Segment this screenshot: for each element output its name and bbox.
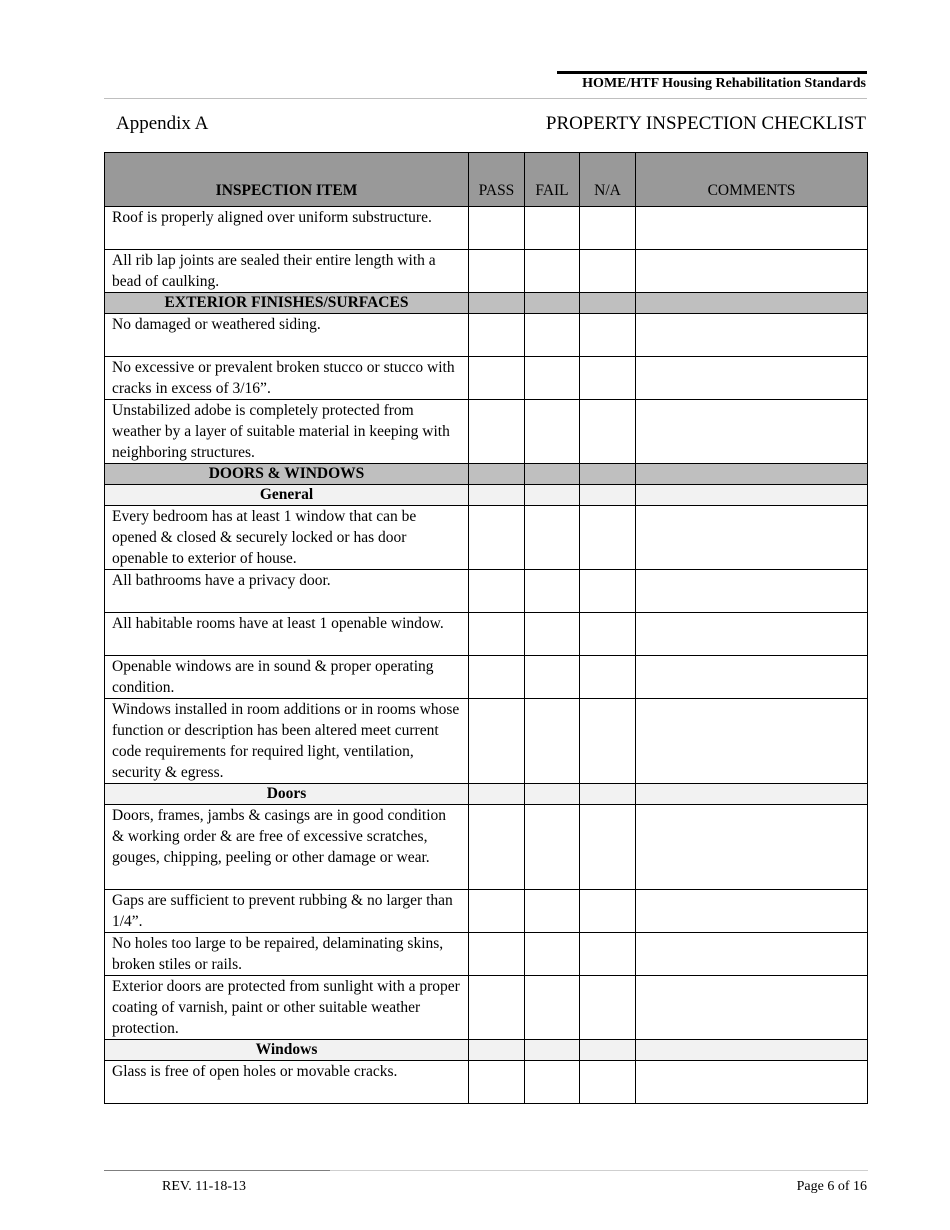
pass-cell xyxy=(469,293,525,314)
na-cell xyxy=(580,1040,636,1061)
table-row xyxy=(105,570,868,613)
table-row xyxy=(105,357,868,400)
comments-cell[interactable] xyxy=(636,890,868,933)
na-cell[interactable] xyxy=(580,699,636,784)
column-header-inspection-item: INSPECTION ITEM xyxy=(105,153,469,207)
comments-cell[interactable] xyxy=(636,933,868,976)
table-row xyxy=(105,976,868,1040)
pass-cell xyxy=(469,784,525,805)
na-cell[interactable] xyxy=(580,933,636,976)
table-row xyxy=(105,400,868,464)
inspection-item-text: Roof is properly aligned over uniform substructure. xyxy=(105,207,469,250)
comments-cell[interactable] xyxy=(636,250,868,293)
table-row xyxy=(105,250,868,293)
table-row xyxy=(105,699,868,784)
section-label: Windows xyxy=(105,1040,469,1061)
column-header-comments: COMMENTS xyxy=(636,153,868,207)
pass-cell[interactable] xyxy=(469,506,525,570)
section-label: Doors xyxy=(105,784,469,805)
footer-rule-light xyxy=(330,1170,868,1171)
table-row xyxy=(105,933,868,976)
inspection-item-text: All rib lap joints are sealed their entire length with a bead of caulking. xyxy=(105,250,469,293)
header-divider xyxy=(104,98,867,99)
fail-cell xyxy=(525,293,580,314)
comments-cell[interactable] xyxy=(636,400,868,464)
na-cell xyxy=(580,293,636,314)
checklist-title: PROPERTY INSPECTION CHECKLIST xyxy=(545,113,866,134)
section-label: EXTERIOR FINISHES/SURFACES xyxy=(105,293,469,314)
fail-cell[interactable] xyxy=(525,890,580,933)
pass-cell xyxy=(469,485,525,506)
na-cell[interactable] xyxy=(580,506,636,570)
footer-rule xyxy=(104,1170,330,1171)
inspection-checklist-table xyxy=(104,152,868,1104)
comments-cell[interactable] xyxy=(636,314,868,357)
table-row xyxy=(105,1061,868,1104)
pass-cell xyxy=(469,1040,525,1061)
inspection-item-text: No damaged or weathered siding. xyxy=(105,314,469,357)
pass-cell[interactable] xyxy=(469,1061,525,1104)
table-row xyxy=(105,613,868,656)
comments-cell xyxy=(636,464,868,485)
fail-cell[interactable] xyxy=(525,357,580,400)
section-header-row xyxy=(105,464,868,485)
fail-cell xyxy=(525,485,580,506)
comments-cell[interactable] xyxy=(636,570,868,613)
na-cell[interactable] xyxy=(580,400,636,464)
inspection-item-text: Every bedroom has at least 1 window that can be opened & closed & securely locked or has door openable to exterior of house. xyxy=(105,506,469,570)
inspection-item-text: Doors, frames, jambs & casings are in good condition & working order & are free of excessive scratches, gouges, chipping, peeling or other damage or wear. xyxy=(105,805,469,890)
table-row xyxy=(105,506,868,570)
fail-cell[interactable] xyxy=(525,314,580,357)
pass-cell[interactable] xyxy=(469,890,525,933)
fail-cell[interactable] xyxy=(525,805,580,890)
comments-cell[interactable] xyxy=(636,656,868,699)
fail-cell[interactable] xyxy=(525,250,580,293)
appendix-label: Appendix A xyxy=(116,113,209,134)
table-row xyxy=(105,207,868,250)
comments-cell xyxy=(636,293,868,314)
column-header-pass: PASS xyxy=(469,153,525,207)
fail-cell[interactable] xyxy=(525,933,580,976)
section-header-row xyxy=(105,293,868,314)
inspection-item-text: No excessive or prevalent broken stucco or stucco with cracks in excess of 3/16”. xyxy=(105,357,469,400)
pass-cell[interactable] xyxy=(469,570,525,613)
subsection-header-row xyxy=(105,1040,868,1061)
comments-cell xyxy=(636,485,868,506)
pass-cell[interactable] xyxy=(469,400,525,464)
fail-cell xyxy=(525,464,580,485)
comments-cell[interactable] xyxy=(636,699,868,784)
pass-cell xyxy=(469,464,525,485)
comments-cell[interactable] xyxy=(636,1061,868,1104)
inspection-item-text: No holes too large to be repaired, delaminating skins, broken stiles or rails. xyxy=(105,933,469,976)
column-header-na: N/A xyxy=(580,153,636,207)
na-cell xyxy=(580,485,636,506)
pass-cell[interactable] xyxy=(469,613,525,656)
pass-cell[interactable] xyxy=(469,656,525,699)
comments-cell[interactable] xyxy=(636,805,868,890)
inspection-item-text: Openable windows are in sound & proper operating condition. xyxy=(105,656,469,699)
na-cell[interactable] xyxy=(580,314,636,357)
table-row xyxy=(105,656,868,699)
fail-cell[interactable] xyxy=(525,506,580,570)
fail-cell[interactable] xyxy=(525,207,580,250)
fail-cell[interactable] xyxy=(525,400,580,464)
na-cell[interactable] xyxy=(580,976,636,1040)
fail-cell[interactable] xyxy=(525,699,580,784)
pass-cell[interactable] xyxy=(469,805,525,890)
table-row xyxy=(105,314,868,357)
table-body xyxy=(105,207,868,1104)
comments-cell[interactable] xyxy=(636,506,868,570)
header-rule xyxy=(557,71,867,74)
comments-cell[interactable] xyxy=(636,357,868,400)
table-header-row xyxy=(105,153,868,207)
na-cell[interactable] xyxy=(580,250,636,293)
subsection-header-row xyxy=(105,485,868,506)
pass-cell[interactable] xyxy=(469,933,525,976)
fail-cell[interactable] xyxy=(525,976,580,1040)
inspection-item-text: All bathrooms have a privacy door. xyxy=(105,570,469,613)
comments-cell[interactable] xyxy=(636,207,868,250)
na-cell[interactable] xyxy=(580,613,636,656)
na-cell[interactable] xyxy=(580,570,636,613)
inspection-item-text: Exterior doors are protected from sunlight with a proper coating of varnish, paint or other suitable weather protection. xyxy=(105,976,469,1040)
inspection-item-text: Gaps are sufficient to prevent rubbing & no larger than 1/4”. xyxy=(105,890,469,933)
fail-cell xyxy=(525,784,580,805)
pass-cell[interactable] xyxy=(469,357,525,400)
section-label: DOORS & WINDOWS xyxy=(105,464,469,485)
pass-cell[interactable] xyxy=(469,314,525,357)
na-cell[interactable] xyxy=(580,890,636,933)
fail-cell[interactable] xyxy=(525,656,580,699)
na-cell[interactable] xyxy=(580,207,636,250)
fail-cell[interactable] xyxy=(525,570,580,613)
revision-label: REV. 11-18-13 xyxy=(162,1179,246,1194)
comments-cell[interactable] xyxy=(636,613,868,656)
inspection-item-text: Windows installed in room additions or in rooms whose function or description has been altered meet current code requirements for required light, ventilation, security & egress. xyxy=(105,699,469,784)
table-row xyxy=(105,890,868,933)
inspection-item-text: All habitable rooms have at least 1 openable window. xyxy=(105,613,469,656)
pass-cell[interactable] xyxy=(469,976,525,1040)
fail-cell[interactable] xyxy=(525,1061,580,1104)
na-cell xyxy=(580,784,636,805)
pass-cell[interactable] xyxy=(469,250,525,293)
subsection-header-row xyxy=(105,784,868,805)
na-cell xyxy=(580,464,636,485)
column-header-fail: FAIL xyxy=(525,153,580,207)
comments-cell[interactable] xyxy=(636,976,868,1040)
na-cell[interactable] xyxy=(580,805,636,890)
document-header-title: HOME/HTF Housing Rehabilitation Standards xyxy=(582,76,866,91)
comments-cell xyxy=(636,784,868,805)
na-cell[interactable] xyxy=(580,1061,636,1104)
na-cell[interactable] xyxy=(580,656,636,699)
fail-cell xyxy=(525,1040,580,1061)
inspection-item-text: Unstabilized adobe is completely protected from weather by a layer of suitable material in keeping with neighboring structures. xyxy=(105,400,469,464)
table-row xyxy=(105,805,868,890)
fail-cell[interactable] xyxy=(525,613,580,656)
comments-cell xyxy=(636,1040,868,1061)
pass-cell[interactable] xyxy=(469,699,525,784)
pass-cell[interactable] xyxy=(469,207,525,250)
page-number: Page 6 of 16 xyxy=(796,1179,867,1194)
section-label: General xyxy=(105,485,469,506)
na-cell[interactable] xyxy=(580,357,636,400)
inspection-item-text: Glass is free of open holes or movable cracks. xyxy=(105,1061,469,1104)
